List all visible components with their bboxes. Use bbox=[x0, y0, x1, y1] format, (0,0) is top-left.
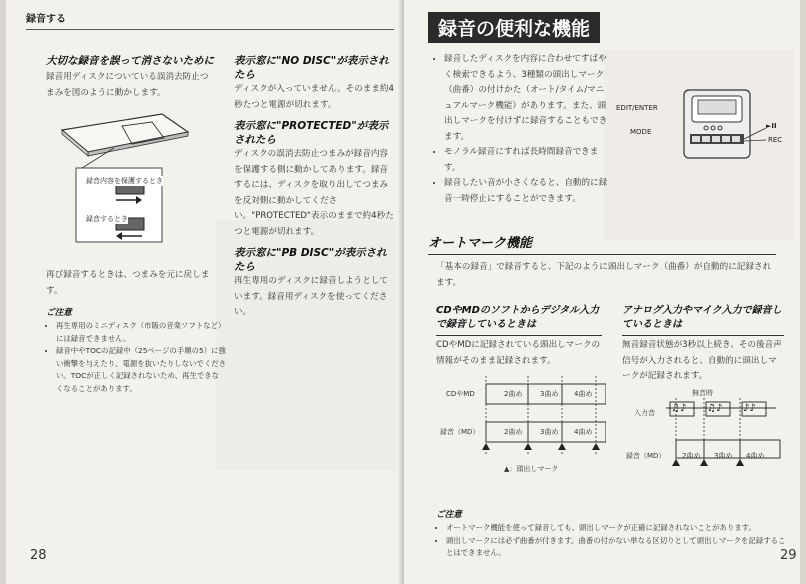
left-note-item: • 録音中やTOCの記録中（25ページの手順の5）に強い衝撃を与えたり、電源を抜いたりしないでください。TOCが正しく記録されないため、再生できなくなることがあります。 bbox=[56, 345, 226, 395]
erase-protect-body: 録音用ディスクについている誤消去防止つまみを図のように動かします。 bbox=[46, 72, 209, 98]
analog-body: 無音録音状態が3秒以上続き、その後音声信号が入力されると、自動的に頭出しマークが記録されます。 bbox=[622, 340, 782, 381]
right-note-item: • オートマーク機能を使って録音しても、頭出しマークが正確に記録されないことがあります。 bbox=[446, 522, 786, 535]
digital-track: 2曲め bbox=[504, 428, 523, 436]
page-title: 録音の便利な機能 bbox=[428, 12, 600, 43]
digital-track: 4曲め bbox=[574, 428, 593, 436]
digital-track: 2曲め bbox=[504, 390, 523, 398]
intro-item: • モノラル録音にすれば長時間録音できます。 bbox=[444, 145, 610, 176]
page-number-left: 28 bbox=[30, 548, 47, 563]
erase-protect-heading: 大切な録音を誤って消さないために bbox=[46, 55, 214, 67]
intro-item: • 録音したディスクを内容に合わせてすばやく検索できるよう、3種類の頭出しマーク（曲番）の付けかた（オート/タイム/マニュアルマーク機能）があります。また、頭出しマークを付けずに録音することもできます。 bbox=[444, 52, 610, 145]
label-record: 録音するとき bbox=[86, 215, 128, 223]
label-protect: 録音内容を保護するとき bbox=[86, 177, 163, 185]
recorder-illustration bbox=[680, 88, 783, 164]
label-rec: REC bbox=[768, 136, 783, 144]
label-mode: MODE bbox=[630, 128, 652, 136]
analog-heading: アナログ入力やマイク入力で録音しているときは bbox=[622, 304, 784, 336]
digital-row1-label: CDやMD bbox=[446, 390, 475, 398]
pb-disc-body: 再生専用のディスクに録音しようとしています。録音用ディスクを使ってください。 bbox=[234, 276, 389, 317]
protected-heading: 表示窓に"PROTECTED"が表示されたら bbox=[234, 120, 389, 146]
analog-track: 2曲め bbox=[682, 452, 701, 460]
digital-heading: CDやMDのソフトからデジタル入力で録音しているときは bbox=[436, 304, 602, 336]
music-note-icon: ♫♪ bbox=[707, 403, 723, 414]
digital-track: 4曲め bbox=[574, 390, 593, 398]
digital-body: CDやMDに記録されている頭出しマークの情報がそのまま記録されます。 bbox=[436, 340, 601, 366]
music-note-icon: ♪♪ bbox=[743, 403, 756, 414]
automark-title: オートマーク機能 bbox=[428, 232, 776, 255]
analog-track: 4曲め bbox=[746, 452, 765, 460]
mark-legend: ▲：頭出しマーク bbox=[504, 465, 559, 473]
right-notes-heading: ご注意 bbox=[436, 510, 462, 520]
left-page bbox=[6, 0, 404, 584]
pb-disc-heading: 表示窓に"PB DISC"が表示されたら bbox=[234, 247, 387, 273]
no-disc-body: ディスクが入っていません。そのまま約4秒たつと電源が切れます。 bbox=[234, 84, 394, 110]
section-title: 録音する bbox=[26, 14, 66, 25]
right-page bbox=[404, 0, 800, 584]
erase-protect-after: 再び録音するときは、つまみを元に戻します。 bbox=[46, 270, 210, 296]
left-note-item: • 再生専用のミニディスク（市販の音楽ソフトなど）には録音できません。 bbox=[56, 320, 226, 345]
analog-track: 3曲め bbox=[714, 452, 733, 460]
intro-item: • 録音したい音が小さくなると、自動的に録音一時停止にすることができます。 bbox=[444, 176, 610, 207]
music-note-icon: ♫♪ bbox=[671, 403, 687, 414]
section-rule bbox=[26, 29, 394, 30]
input-label: 入力音 bbox=[634, 409, 655, 417]
no-disc-heading: 表示窓に"NO DISC"が表示されたら bbox=[234, 55, 389, 81]
digital-row2-label: 録音（MD） bbox=[440, 428, 480, 436]
label-play-pause: ►II bbox=[766, 122, 777, 130]
digital-track: 3曲め bbox=[540, 390, 559, 398]
silence-label: 無音時 bbox=[692, 389, 713, 397]
right-note-item: • 頭出しマークには必ず曲番が付きます。曲番の付かない単なる区切りとして頭出しマークを記録することはできません。 bbox=[446, 535, 786, 560]
page-number-right: 29 bbox=[780, 548, 797, 563]
digital-track: 3曲め bbox=[540, 428, 559, 436]
automark-desc: 「基本の録音」で録音すると、下記のように頭出しマーク（曲番）が自動的に記録されます。 bbox=[436, 262, 772, 288]
left-notes-heading: ご注意 bbox=[46, 308, 72, 318]
label-edit-enter: EDIT/ENTER bbox=[616, 104, 658, 112]
analog-rec-label: 録音（MD） bbox=[626, 452, 666, 460]
protected-body: ディスクの誤消去防止つまみが録音内容を保護する側に動かしてあります。録音するには、ディスクを取り出してつまみを反対側に動かしてください。"PROTECTED"表示のままで約4秒たつと電源が切れます。 bbox=[234, 149, 394, 237]
